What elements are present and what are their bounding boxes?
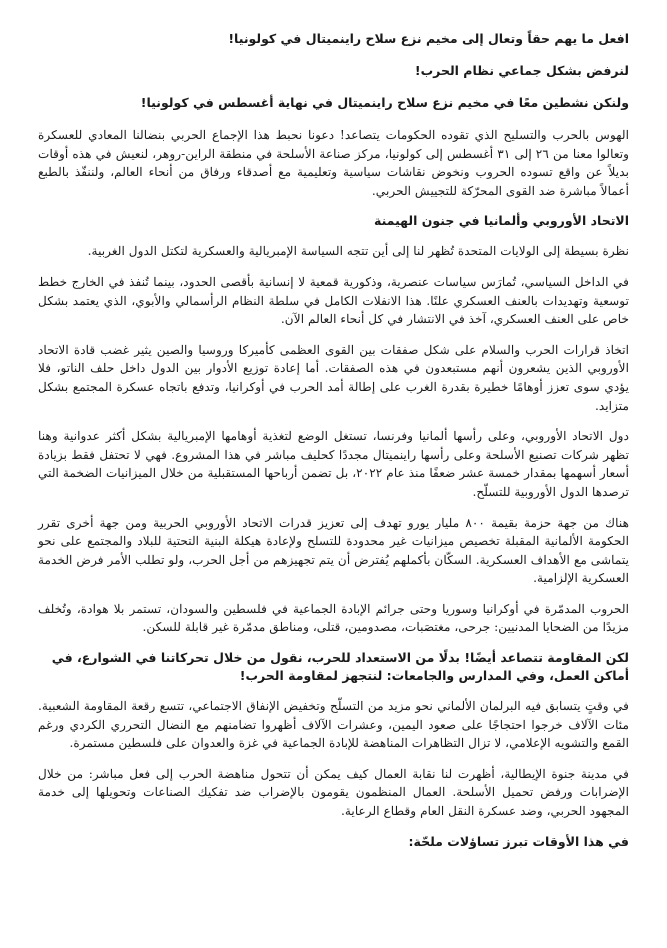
paragraph-eu-states: دول الاتحاد الأوروبي، وعلى رأسها ألمانيا وفرنسا، تستغل الوضع لتغذية أوهامها الإمبريالية بشكل أكثر عدوانية وهنا تظهر شركات تصنيع الأسلحة وعلى رأسها راينميتال مجددًا كحليف مباشر في هذا المشروع. فهي لا تحتفل فقط بزيادة أسعار أسهمها بمقدار خمسة عشر ضعفًا منذ عام ٢٠٢٢، بل تضمن أرباحها المستقبلية من خلال الميزانيات الضخمة التي ترصدها الدول الأوروبية للتسلّح. [38, 429, 629, 499]
section-heading-resistance: لكن المقاومة تتصاعد أيضًا! بدلًا من الاستعداد للحرب، نقول من خلال تحركاتنا في الشوارع، في أماكن العمل، وفي المدارس والجامعات: لنتجهز لمقاومة الحرب! [51, 650, 629, 684]
headline-reject-war: لنرفض بشكل جماعي نظام الحرب! [414, 63, 629, 78]
intro-paragraph: الهوس بالحرب والتسليح الذي تقوده الحكومات يتصاعد! دعونا نحبط هذا الإجماع الحربي بنضالنا المعادي للعسكرة وتعالوا معنا من ٢٦ إلى ٣١ أغسطس إلى كولونيا، مركز صناعة الأسلحة في منطقة الراين-روهر، لنعيش في هذه أوقات بديلاً عن واقع تسوده الحروب ونخوض نقاشات سياسية وتعليمية مع أصدقاء ورفاق من أنحاء العالم، ولننفّذ بالطبع أعمالاً مباشرة ضد القوى المحرّكة للتجييش الحربي. [38, 128, 629, 198]
section-heading-eu-germany: الاتحاد الأوروبي وألمانيا في جنون الهيمنة [374, 213, 629, 229]
paragraph-genoa-workers: في مدينة جنوة الإيطالية، أظهرت لنا نقابة العمال كيف يمكن أن تتحول مناهضة الحرب إلى فعل مباشر: من خلال الإضرابات ورفض تحميل الأسلحة. العمال المنظمون يقومون بالإضراب ضد تفكيك الصناعات وتحويلها إلى خدمة المجهود الحربي، وضد عسكرة النقل العام وقطاع الرعاية. [38, 766, 629, 819]
paragraph-800-billion: هناك من جهة حزمة بقيمة ٨٠٠ مليار يورو تهدف إلى تعزيز قدرات الاتحاد الأوروبي الحربية ومن جهة أخرى تقرر الحكومة الألمانية المقبلة تخصيص ميزانيات غير محدودة للتسلح ولإعادة هيكلة البنية التحتية للبلاد والمجتمع على نحو يتماشى مع الأهداف العسكرية. السكّان بأكملهم يُفترض أن يتم تجهيزهم من أجل الحرب، ولو تطلب الأمر فرض الخدمة العسكرية الإلزامية. [38, 515, 629, 586]
paragraph-usa: نظرة بسيطة إلى الولايات المتحدة تُظهر لنا إلى أين تتجه السياسة الإمبريالية والعسكرية لتكتل الدول الغربية. [87, 244, 629, 259]
paragraph-destructive-wars: الحروب المدمّرة في أوكرانيا وسوريا وحتى جرائم الإبادة الجماعية في فلسطين والسودان، تستمر بلا هوادة، وتُخلف مزيدًا من الضحايا المدنيين: جرحى، مغتصَبات، مصدومين، قتلى، ومناطق مدمّرة غير قابلة للسكن. [38, 601, 629, 635]
closing-heading: في هذا الأوقات تبرز تساؤلات ملحّة: [408, 833, 629, 849]
paragraph-war-decisions: اتخاذ قرارات الحرب والسلام على شكل صفقات بين القوى العظمى كأميركا وروسيا والصين يثير غضب قادة الاتحاد الأوروبي الذين يشعرون أنهم مستبعدون في هذه الصفقات. أما إعادة توزيع الأدوار بين الدول داخل حلف الناتو، فلا يؤدي سوى تعزز أوهامًا خطيرة بقدرة الغرب على إطالة أمد الحرب في أوكرانيا، وتدفع باتجاه عسكرة المجتمع بشكل متزايد. [38, 342, 629, 413]
paragraph-popular-resistance: في وقتٍ يتسابق فيه البرلمان الألماني نحو مزيد من التسلّح وتخفيض الإنفاق الاجتماعي، تتسع رقعة المقاومة الشعبية. مئات الآلاف خرجوا احتجاجًا على صعود اليمين، وعشرات الآلاف أظهروا تضامنهم مع النضال التحرري الكردي ورغم القمع والتشويه الإعلامي، لا تزال التظاهرات المناهضة للإبادة الجماعية في غزة والعدوان على فلسطين مستمرة. [38, 699, 629, 751]
paragraph-domestic-politics: في الداخل السياسي، تُمارَس سياسات عنصرية، وذكورية قمعية لا إنسانية بأقصى الحدود، بينما تُنفذ في الخارج خطط توسعية وتهديدات بالعنف العسكري علنًا. هذا الانفلات الكامل في سلطة النظام الرأسمالي والأبوي، الذي يعتمد بشكل خاص على العنف العسكري، آخذ في الانتشار في كل أنحاء العالم الآن. [38, 274, 629, 327]
headline-camp-invite: ولنكن نشطين معًا في مخيم نزع سلاح راينميتال في نهاية أغسطس في كولونيا! [140, 95, 629, 110]
headline-call-to-action: افعل ما يهم حقاً وتعال إلى مخيم نزع سلاح راينميتال في كولونيا! [228, 31, 629, 46]
